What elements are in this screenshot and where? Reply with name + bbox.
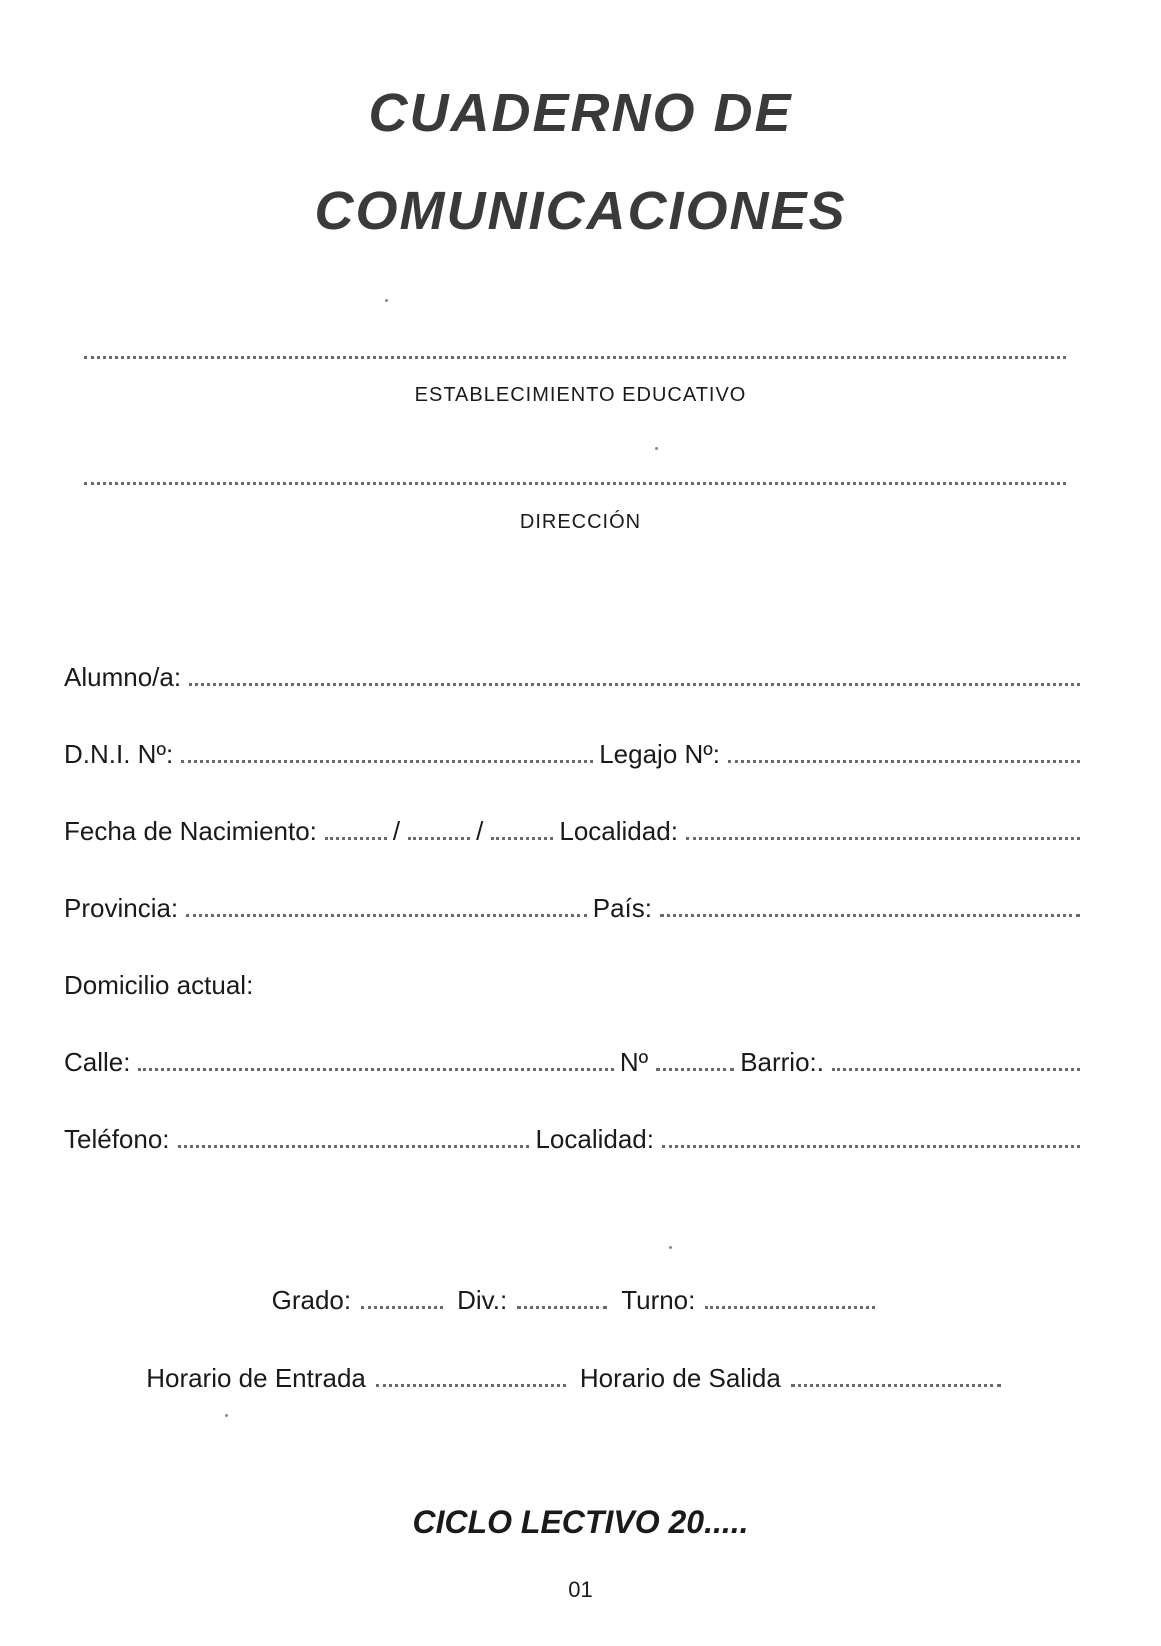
school-name-field[interactable] xyxy=(84,356,1066,359)
address-heading-row xyxy=(64,968,1086,1000)
div-field[interactable] xyxy=(517,1306,607,1309)
phone-row xyxy=(64,1122,1086,1154)
locality-label: Localidad: xyxy=(559,816,678,846)
birth-row xyxy=(64,814,1086,846)
salida-label: Horario de Salida xyxy=(579,1363,781,1393)
title-line-2: COMUNICACIONES xyxy=(314,181,847,241)
street-label: Calle: xyxy=(64,1047,131,1077)
turno-label: Turno: xyxy=(621,1285,696,1315)
street-number-label: Nº xyxy=(619,1047,649,1077)
province-row xyxy=(64,891,1086,923)
turno-field[interactable] xyxy=(705,1306,875,1309)
phone-field[interactable] xyxy=(178,1145,530,1148)
entrada-label: Horario de Entrada xyxy=(146,1363,366,1393)
province-field[interactable] xyxy=(186,914,587,917)
birth-separator-1: / xyxy=(392,816,401,846)
page-number: 01 xyxy=(568,1577,593,1602)
birth-label: Fecha de Nacimiento: xyxy=(64,816,317,846)
student-field[interactable] xyxy=(189,683,1080,686)
dni-field[interactable] xyxy=(181,760,593,763)
barrio-label: Barrio:. xyxy=(740,1047,824,1077)
birth-year-field[interactable] xyxy=(491,837,553,840)
birth-separator-2: / xyxy=(476,816,484,846)
dni-row xyxy=(64,737,1086,769)
student-row xyxy=(64,660,1086,692)
street-field[interactable] xyxy=(138,1068,613,1071)
entrada-field[interactable] xyxy=(376,1384,566,1387)
scan-speck xyxy=(669,1246,672,1249)
current-address-label: Domicilio actual: xyxy=(64,970,254,1000)
street-number-field[interactable] xyxy=(656,1068,734,1071)
school-caption: ESTABLECIMIENTO EDUCATIVO xyxy=(414,384,747,406)
birth-month-field[interactable] xyxy=(408,837,470,840)
birth-day-field[interactable] xyxy=(325,837,387,840)
salida-field[interactable] xyxy=(791,1384,1001,1387)
legajo-label: Legajo Nº: xyxy=(599,739,720,769)
province-label: Provincia: xyxy=(64,893,179,923)
locality2-field[interactable] xyxy=(662,1145,1080,1148)
div-label: Div.: xyxy=(457,1285,508,1315)
locality-field[interactable] xyxy=(686,837,1080,840)
title-line-1: CUADERNO DE xyxy=(368,83,793,143)
scan-speck xyxy=(655,447,658,450)
scan-speck xyxy=(385,299,388,302)
dni-label: D.N.I. Nº: xyxy=(64,739,174,769)
address-field[interactable] xyxy=(84,482,1066,485)
locality2-label: Localidad: xyxy=(535,1124,654,1154)
street-row xyxy=(64,1045,1086,1077)
barrio-field[interactable] xyxy=(832,1068,1080,1071)
grado-label: Grado: xyxy=(271,1285,352,1315)
student-label: Alumno/a: xyxy=(64,662,182,692)
scan-speck xyxy=(225,1414,228,1417)
phone-label: Teléfono: xyxy=(64,1124,170,1154)
schedule-row xyxy=(0,1361,1161,1393)
school-year-title: CICLO LECTIVO 20..... xyxy=(412,1504,749,1540)
address-caption: DIRECCIÓN xyxy=(519,511,642,533)
country-label: País: xyxy=(592,893,652,923)
legajo-field[interactable] xyxy=(728,760,1080,763)
grade-row xyxy=(0,1283,1161,1315)
grado-field[interactable] xyxy=(361,1306,443,1309)
country-field[interactable] xyxy=(660,914,1080,917)
